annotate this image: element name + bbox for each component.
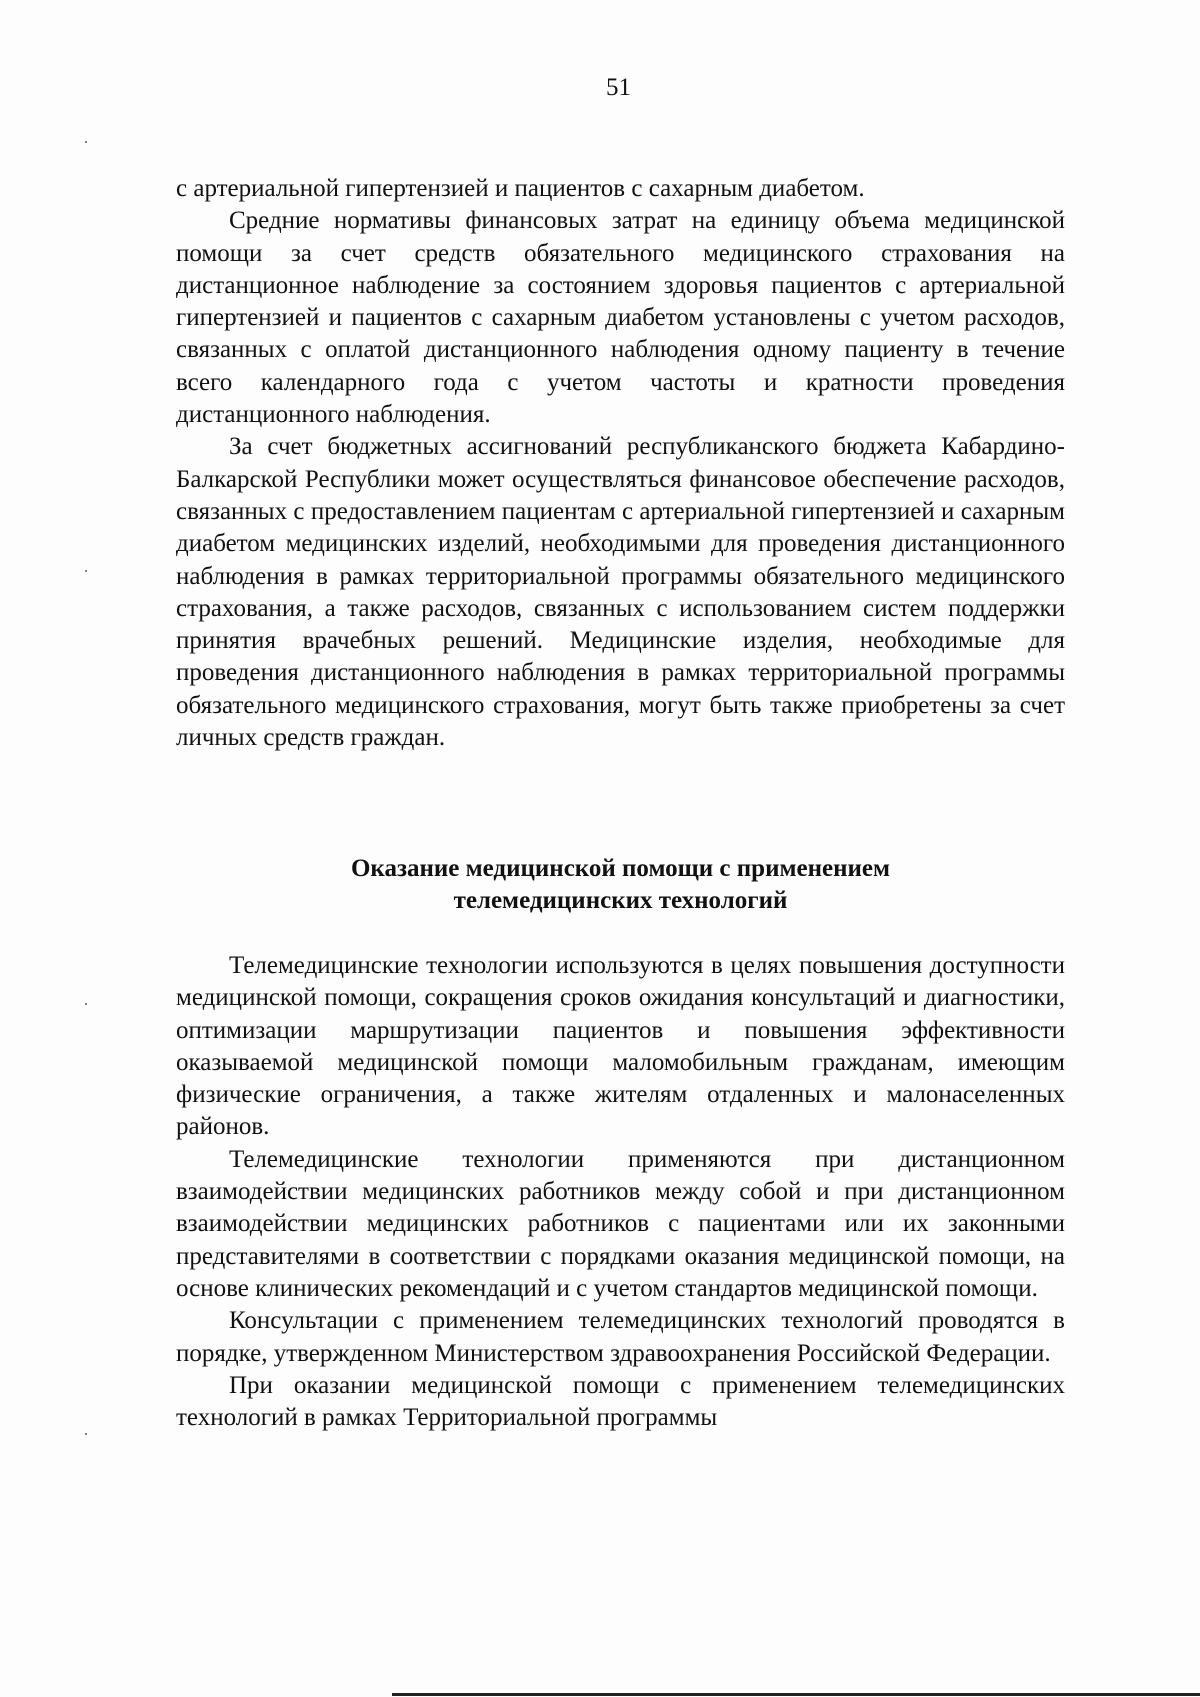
scan-edge-line [392,1693,1200,1696]
paragraph-budget-funding: За счет бюджетных ассигнований республиканского бюджета Кабардино-Балкарской Республики может осуществляться финансовое обеспечение расходов, связанных с предоставлением пациентам с артериальной гипертензией и сахарным диабетом медицинских изделий, необходимыми для проведения дистанционного наблюдения в рамках территориальной программы обязательного медицинского страхования, а также расходов, связанных с использованием систем поддержки принятия врачебных решений. Медицинские изделия, необходимые для проведения дистанционного наблюдения в рамках территориальной программы обязательного медицинского страхования, могут быть также приобретены за счет личных средств граждан. [176,433,1065,752]
page-number: 51 [606,74,631,101]
scan-speck [85,1003,87,1005]
paragraph-consultations: Консультации с применением телемедицинских технологий проводятся в порядке, утвержденном Министерством здравоохранения Российской Федерации. [176,1307,1065,1367]
section-remote-monitoring [176,173,1065,754]
heading-line-1: Оказание медицинской помощи с применением [350,855,891,882]
paragraph-telemedicine-purpose: Телемедицинские технологии используются в целях повышения доступности медицинской помощи, сокращения сроков ожидания консультаций и диагностики, оптимизации маршрутизации пациентов и повышения эффективности оказываемой медицинской помощи маломобильным гражданам, имеющим физические ограничения, а также жителям отдаленных и малонаселенных районов. [176,952,1065,1141]
section-telemedicine [176,950,1065,1434]
paragraph-telemedicine-provision: При оказании медицинской помощи с применением телемедицинских технологий в рамках Территориальной программы [176,1371,1065,1432]
scan-speck [85,1433,87,1435]
scan-speck [85,141,87,143]
paragraph-financial-norms: Средние нормативы финансовых затрат на единицу объема медицинской помощи за счет средств обязательного медицинского страхования на дистанционное наблюдение за состоянием здоровья пациентов с артериальной гипертензией и пациентов с сахарным диабетом установлены с учетом расходов, связанных с оплатой дистанционного наблюдения одному пациенту в течение всего календарного года с учетом частоты и кратности проведения дистанционного наблюдения. [176,207,1065,429]
heading-line-2: телемедицинских технологий [453,887,788,914]
section-heading-telemedicine [176,853,1065,917]
paragraph-telemedicine-interaction: Телемедицинские технологии применяются при дистанционном взаимодействии медицинских работников между собой и при дистанционном взаимодействии медицинских работников с пациентами или их законными представителями в соответствии с порядками оказания медицинской помощи, на основе клинических рекомендаций и с учетом стандартов медицинской помощи. [176,1145,1065,1302]
scan-speck [85,570,87,572]
paragraph-continuation: с артериальной гипертензией и пациентов с сахарным диабетом. [176,175,865,202]
